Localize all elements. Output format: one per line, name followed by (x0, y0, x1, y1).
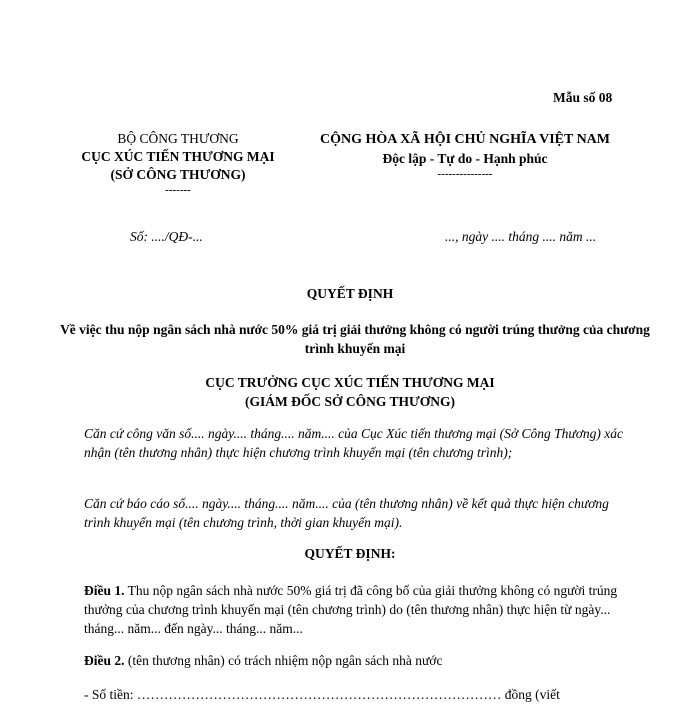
article-2-text: (tên thương nhân) có trách nhiệm nộp ngân sách nhà nước (124, 653, 443, 668)
issuing-authority (0, 373, 700, 411)
form-number: Mẫu số 08 (553, 90, 613, 105)
article-1 (84, 581, 624, 638)
document-subject: Về việc thu nộp ngân sách nhà nước 50% giá trị giải thưởng không có người trúng thưởng của chương trình khuyến mại (60, 322, 650, 356)
article-2-label: Điều 2. (84, 653, 125, 668)
authority-title: CỤC TRƯỞNG CỤC XÚC TIẾN THƯƠNG MẠI (205, 375, 495, 390)
national-header (270, 130, 660, 180)
agency-alt-name: (SỞ CÔNG THƯƠNG) (110, 167, 246, 182)
nation-name: CỘNG HÒA XÃ HỘI CHỦ NGHĨA VIỆT NAM (319, 132, 610, 147)
legal-basis-2: Căn cứ báo cáo số.... ngày.... tháng.... năm.... của (tên thương nhân) về kết quả thực hiện chương trình khuyến mại (tên chương trình, thời gian khuyến mại). (84, 496, 609, 530)
place-and-date: ..., ngày .... tháng .... năm ... (445, 229, 597, 244)
authority-alt-title: (GIÁM ĐỐC SỞ CÔNG THƯƠNG) (244, 394, 455, 409)
decision-heading: QUYẾT ĐỊNH: (304, 546, 396, 561)
article-1-text: Thu nộp ngân sách nhà nước 50% giá trị đã công bố của giải thưởng không có người trúng thưởng của chương trình khuyến mại (tên chương trình) do (tên thương nhân) thực hiện từ ngày... tháng... năm... đến ngày... tháng... năm... (84, 583, 618, 636)
issuing-agency-header (78, 130, 278, 196)
right-separator: --------------- (437, 168, 493, 180)
legal-basis-1: Căn cứ công văn số.... ngày.... tháng.... năm.... của Cục Xúc tiến thương mại (Sở Công Thương) xác nhận (tên thương nhân) thực hiện chương trình khuyến mại (tên chương trình); (84, 426, 624, 460)
document-number: Số: ..../QĐ-... (130, 229, 203, 244)
ministry-name: BỘ CÔNG THƯƠNG (117, 131, 239, 146)
amount-line: - Số tiền: ……………………………………………………………………… đồng (viết (84, 687, 560, 702)
left-separator: ------- (165, 184, 191, 196)
article-2 (84, 651, 624, 670)
article-1-label: Điều 1. (84, 583, 125, 598)
national-motto: Độc lập - Tự do - Hạnh phúc (382, 151, 548, 166)
document-title: QUYẾT ĐỊNH (306, 286, 394, 301)
agency-name: CỤC XÚC TIẾN THƯƠNG MẠI (81, 149, 275, 164)
